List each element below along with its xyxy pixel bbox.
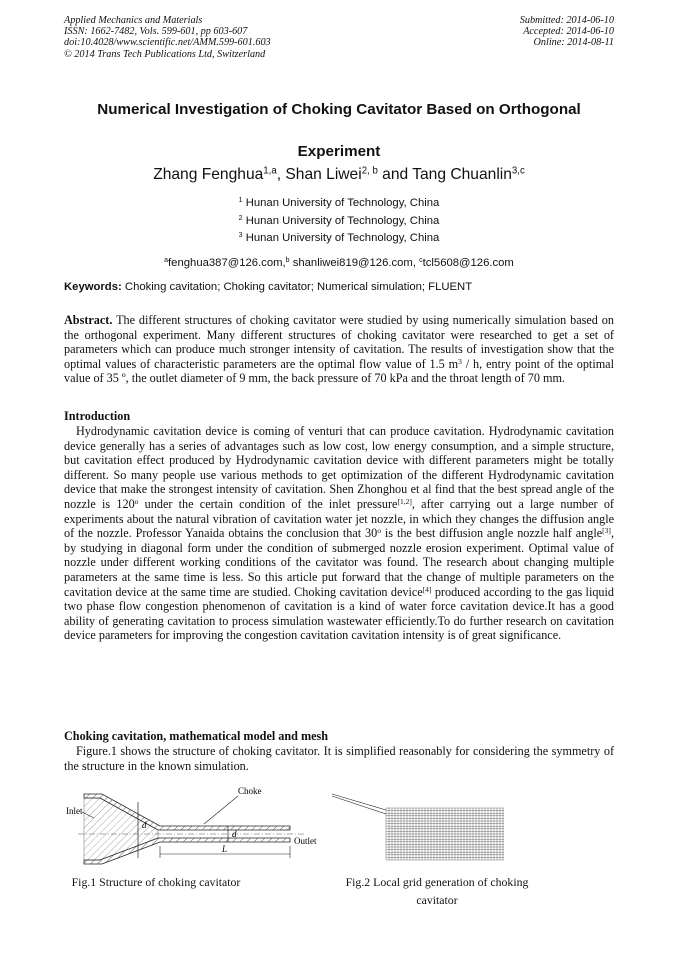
affiliation-number: 3 bbox=[238, 232, 243, 240]
section-heading-choking: Choking cavitation, mathematical model and mesh bbox=[64, 729, 329, 743]
journal-issn: ISSN: 1662-7482, Vols. 599-601, pp 603-607 bbox=[64, 26, 248, 38]
choking-paragraph: Figure.1 shows the structure of choking cavitator. It is simplified reasonably for considering the symmetry of the structure in the known simulation. bbox=[64, 744, 614, 773]
affiliation-list bbox=[64, 195, 614, 248]
diameter-label-d1: d bbox=[142, 820, 147, 830]
inlet-label: Inlet bbox=[66, 806, 83, 816]
degree-marker: o bbox=[377, 526, 382, 535]
affiliation bbox=[64, 230, 614, 248]
affiliation bbox=[64, 213, 614, 231]
author-affiliation-marker: 1,a bbox=[263, 165, 277, 177]
accepted-date: Accepted: 2014-06-10 bbox=[523, 26, 614, 38]
choke-label: Choke bbox=[238, 786, 262, 796]
length-label: L bbox=[222, 844, 228, 854]
author-name: Zhang Fenghua bbox=[153, 166, 264, 183]
figure-2-caption: Fig.2 Local grid generation of choking cavitator bbox=[345, 875, 529, 907]
abstract-label: Abstract. bbox=[64, 313, 113, 327]
author-name: Tang Chuanlin bbox=[412, 166, 512, 183]
affiliation-number: 1 bbox=[238, 197, 243, 205]
figure-2-mesh-grid bbox=[328, 784, 508, 870]
journal-header bbox=[64, 15, 271, 60]
email-marker: c bbox=[419, 257, 423, 265]
unit-exponent: 3 bbox=[458, 356, 462, 366]
affiliation-text: Hunan University of Technology, China bbox=[245, 197, 440, 209]
journal-name: Applied Mechanics and Materials bbox=[64, 15, 203, 26]
figure-1-structure-diagram bbox=[64, 784, 324, 880]
paragraph-text: under the certain condition of the inlet pressure bbox=[138, 496, 398, 511]
email-list bbox=[64, 257, 614, 269]
degree-marker: o bbox=[134, 496, 139, 506]
email-address[interactable]: tcl5608@126.com bbox=[422, 257, 514, 269]
citation-ref[interactable]: [3] bbox=[602, 526, 611, 535]
author-separator: , bbox=[276, 166, 286, 183]
affiliation bbox=[64, 195, 614, 213]
choke-leader bbox=[204, 796, 238, 824]
paragraph-text: is the best diffusion angle nozzle half angle bbox=[381, 526, 603, 541]
paragraph-text: Hydrodynamic cavitation device is coming of venturi that can produce cavitation. Hydrodynamic cavitation device generally has a series of advantages such as low cost, low energy consumption, and a simple structure, but cavitation effect produced by Hydrodynamic cavitation device with different parameters might be totally different. So many people use various methods to get optimization of the different Hydrodynamic cavitation device that make the strongest intensity of cavitation. Shen Zhonghou et al find that the best spread angle of the nozzle is 120 bbox=[64, 424, 614, 511]
paragraph-text: , after carrying out a large number of experiments about the natural vibration of cavitation water jet nozzle, in which they changes the diffusion angle of the nozzle. Professor Yanaida obtains the conclusion that 30 bbox=[64, 496, 614, 541]
figure-1-caption: Fig.1 Structure of choking cavitator bbox=[71, 875, 241, 889]
author-affiliation-marker: 2, b bbox=[361, 165, 378, 177]
author-affiliation-marker: 3,c bbox=[511, 165, 525, 177]
introduction-paragraph bbox=[64, 424, 614, 643]
email-address[interactable]: fenghua387@126.com, bbox=[168, 257, 286, 269]
submitted-date: Submitted: 2014-06-10 bbox=[519, 15, 614, 26]
affiliation-text: Hunan University of Technology, China bbox=[245, 232, 440, 244]
author-name: Shan Liwei bbox=[285, 166, 362, 183]
journal-doi[interactable]: doi:10.4028/www.scientific.net/AMM.599-601.603 bbox=[64, 37, 271, 49]
citation-ref[interactable]: [1,2] bbox=[397, 496, 412, 506]
outlet-label: Outlet bbox=[294, 836, 317, 846]
paragraph-text: , by studying in diagonal form under the condition of submerged nozzle erosion experiment. Optimal value of nozzle under different working conditions of the cavitator was found. The research about changing multiple parameters at the same time is less. So this article put forward that the change of multiple parameters on the cavitation device at the same time are studied. Choking cavitation device bbox=[64, 526, 614, 599]
author-separator: and bbox=[377, 166, 413, 183]
affiliation-text: Hunan University of Technology, China bbox=[245, 214, 440, 227]
diameter-label-d2: d bbox=[232, 829, 237, 839]
section-heading-introduction: Introduction bbox=[64, 409, 131, 423]
email-address[interactable]: shanliwei819@126.com, bbox=[289, 257, 420, 269]
keywords-text: Choking cavitation; Choking cavitator; Numerical simulation; FLUENT bbox=[121, 281, 473, 293]
mesh-grid bbox=[386, 808, 504, 860]
citation-ref[interactable]: [4] bbox=[422, 584, 432, 594]
online-date: Online: 2014-08-11 bbox=[533, 37, 614, 49]
email-marker: a bbox=[164, 257, 169, 265]
paragraph-text: produced according to the gas liquid two phase flow congestion phenomenon of cavitation is a kind of water force cavitation device.It has a good ability of generating cavitation to process simulation wastewater efficiently.To do further research on cavitation device parameters for improving the congestion cavitation cavitation intensity is of great significance. bbox=[64, 584, 615, 643]
journal-copyright: © 2014 Trans Tech Publications Ltd, Switzerland bbox=[64, 48, 266, 60]
dates-header bbox=[520, 15, 614, 49]
abstract bbox=[64, 313, 614, 386]
abstract-text: The different structures of choking cavitator were studied by using numerically simulation based on the orthogonal experiment. Many different structures of choking cavitator were researched to get a set of parameters which can produce much stronger intensity of cavitation. The results of investigation show that the optimal values of characteristic parameters are the optimal flow value of 1.5 m bbox=[64, 313, 614, 371]
email-marker: b bbox=[285, 257, 290, 265]
author-list bbox=[64, 166, 614, 184]
paper-title: Numerical Investigation of Choking Cavitator Based on Orthogonal Experiment bbox=[97, 101, 581, 160]
keywords-label: Keywords: bbox=[64, 281, 122, 293]
affiliation-number: 2 bbox=[238, 214, 243, 222]
mesh-taper-section bbox=[332, 794, 386, 814]
abstract-text: / h, entry point of the optimal value of 35 º, the outlet diameter of 9 mm, the back pressure of 70 kPa and the throat length of 70 mm. bbox=[64, 356, 614, 386]
keywords bbox=[64, 281, 614, 293]
